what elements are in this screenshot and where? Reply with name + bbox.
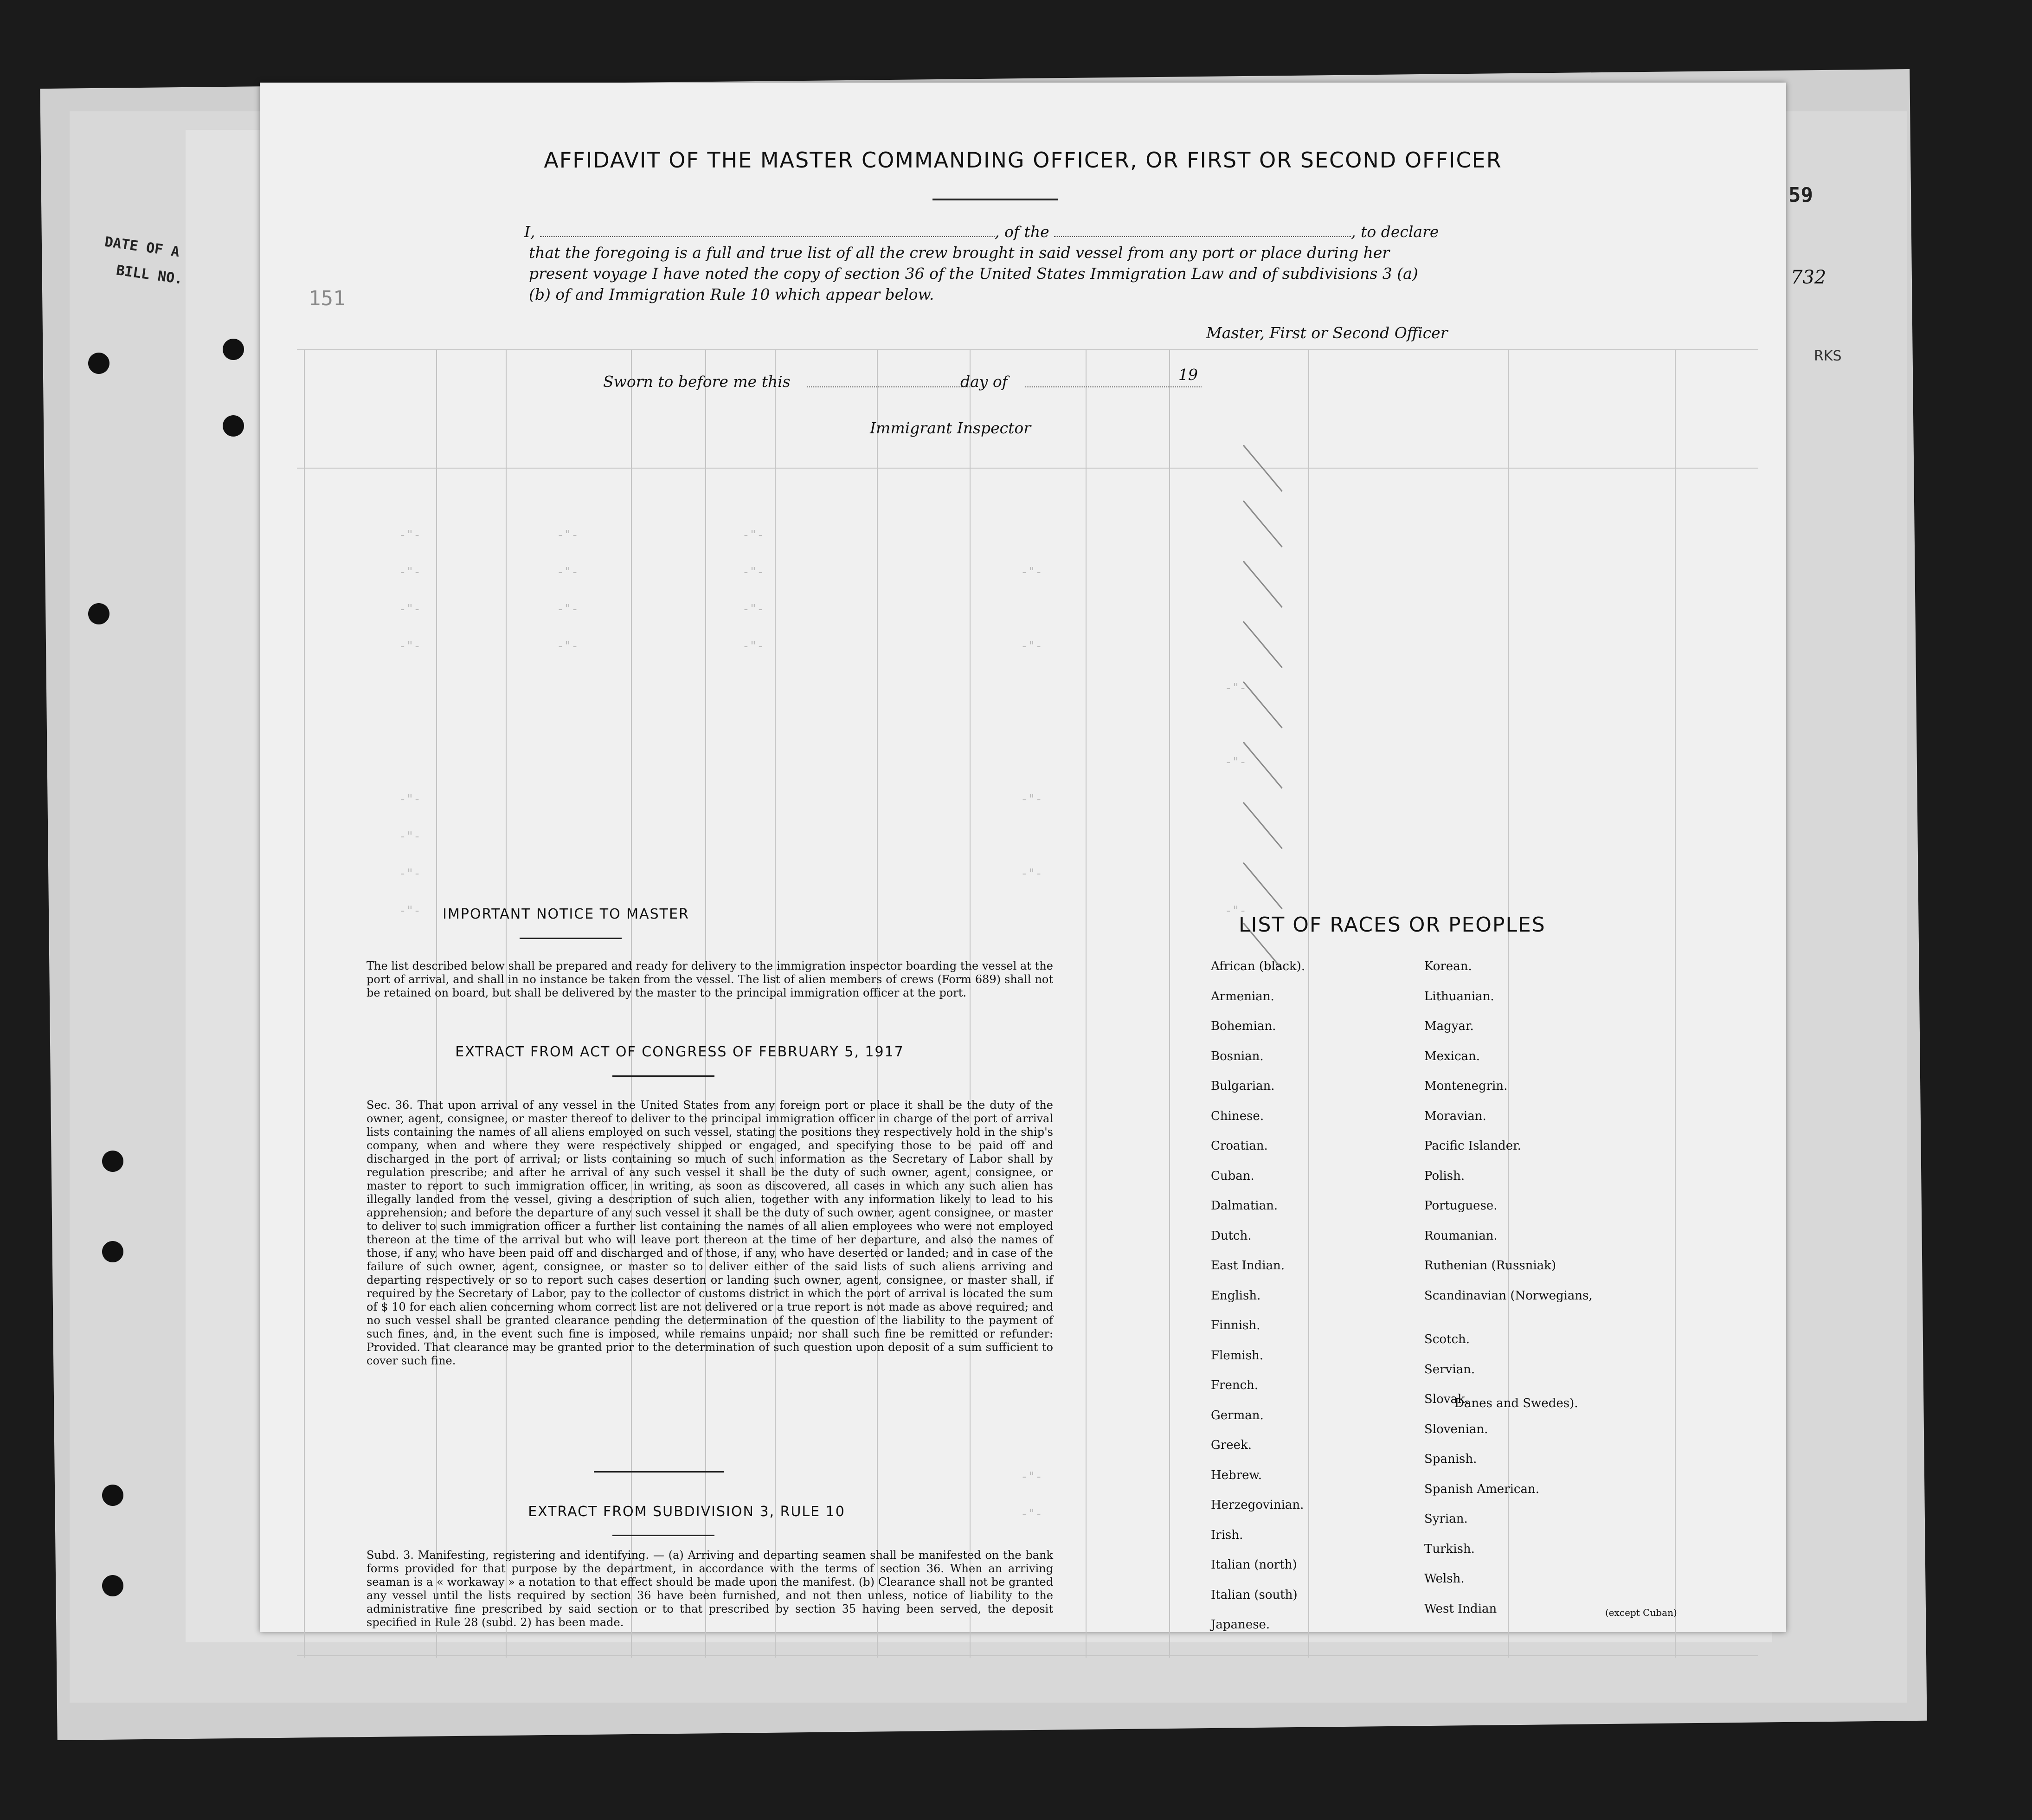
- race-item: Hebrew.: [1211, 1468, 1262, 1482]
- ghost-tick: [1243, 742, 1283, 789]
- race-item: Pacific Islander.: [1424, 1139, 1521, 1153]
- ghost-ditto: -"-: [742, 528, 764, 542]
- ghost-ditto: -"-: [1225, 904, 1247, 918]
- affidavit-i: I,: [524, 223, 535, 241]
- grid-line: [304, 349, 305, 1658]
- grid-line: [506, 349, 507, 1658]
- extract-act-title: EXTRACT FROM ACT OF CONGRESS OF FEBRUARY 5, 1917: [455, 1044, 904, 1060]
- ghost-ditto: -"-: [742, 602, 764, 616]
- grid-line: [297, 1655, 1758, 1656]
- ghost-ditto: -"-: [557, 565, 579, 579]
- ghost-ditto: -"-: [1021, 639, 1042, 653]
- race-item: Slovenian.: [1424, 1422, 1488, 1436]
- race-item: Ruthenian (Russniak): [1424, 1259, 1556, 1273]
- binder-hole: [102, 1575, 123, 1596]
- ghost-ditto: -"-: [557, 528, 579, 542]
- race-item: Bosnian.: [1211, 1049, 1264, 1063]
- grid-line: [1675, 349, 1676, 1658]
- margin-stamp-date: DATE OF A: [103, 233, 181, 261]
- year-label: 19: [1178, 366, 1198, 384]
- race-scandinavian-continued: Danes and Swedes).: [1454, 1396, 1578, 1410]
- grid-line: [705, 349, 706, 1658]
- ghost-ditto: -"-: [399, 792, 421, 806]
- race-item: Slovak.: [1424, 1392, 1469, 1406]
- ghost-ditto: -"-: [1021, 792, 1042, 806]
- race-item: Croatian.: [1211, 1139, 1268, 1153]
- ghost-ditto: -"-: [557, 602, 579, 616]
- notice-title: IMPORTANT NOTICE TO MASTER: [443, 906, 689, 922]
- ghost-ditto: -"-: [742, 639, 764, 653]
- ghost-ditto: -"-: [1021, 1507, 1042, 1521]
- race-item: Finnish.: [1211, 1318, 1260, 1332]
- master-signature-label: Master, First or Second Officer: [1206, 324, 1448, 342]
- notice-body: The list described below shall be prepared and ready for delivery to the immigration inspector boarding the vessel at the port of arrival, and shall in no instance be taken from the vessel. The list of alien members of crews (Form 689) shall not be retained on board, but shall be delivered by the master to the principal immigration officer at the port.: [367, 959, 1053, 999]
- race-item: German.: [1211, 1408, 1264, 1422]
- race-item: Moravian.: [1424, 1109, 1486, 1123]
- race-item: Magyar.: [1424, 1019, 1474, 1033]
- vessel-blank: [1054, 236, 1351, 237]
- race-item: Japanese.: [1211, 1618, 1270, 1632]
- race-item: Welsh.: [1424, 1572, 1465, 1586]
- ghost-tick: [1243, 862, 1283, 910]
- ghost-ditto: -"-: [399, 602, 421, 616]
- race-item: Portuguese.: [1424, 1199, 1498, 1213]
- grid-line: [1086, 349, 1087, 1658]
- race-item: French.: [1211, 1378, 1259, 1392]
- extract-rule-underline: [612, 1535, 714, 1536]
- extract-act-body: Sec. 36. That upon arrival of any vessel in the United States from any foreign port or place it shall be the duty of the owner, agent, consignee, or master thereof to deliver to the principal immigration officer in charge of the port of arrival lists containing the names of all aliens employed on such vessel, stating the positions they respectively hold in the ship's company, when and where they were respectively shipped or engaged, and specifying those to be paid off and discharged in the port of arrival; or lists containing so much of such information as the Secretary of Labor shall by regulation prescribe; and after he arrival of any such vessel it shall be the duty of such owner, agent, consignee, or master to report to such immigration officer, in writing, as soon as discovered, all cases in which any such alien has illegally landed from the vessel, giving a description of such alien, together with any information likely to lead to his apprehension; and before the departure of any such vessel it shall be the duty of such owner, agent consignee, or master to deliver to such immigration officer a further list containing the names of all alien employees who were not employed thereon at the time of the arrival but who will leave port thereon at the time of her departure, and also the names of those, if any, who have been paid off and discharged and of those, if any, who have deserted or landed; and in case of the failure of such owner, agent, consignee, or master so to deliver either of the said lists of such aliens arriving and departing respectively or so to report such cases desertion or landing such owner, agent, consignee, or master shall, if required by the Secretary of Labor, pay to the collector of customs district in which the port of arrival is located the sum of $ 10 for each alien concerning whom correct list are not delivered or a true report is not made as above required; and no such vessel shall be granted clearance pending the determination of the question of the liability to the payment of such fines, and, in the event such fine is imposed, while remains unpaid; nor shall such fine be remitted or refunder: Provided. That clearance may be granted prior to the determination of such question upon deposit of a sum sufficient to cover such fine.: [367, 1099, 1053, 1367]
- race-item: Scotch.: [1424, 1332, 1470, 1346]
- extract-rule-title: EXTRACT FROM SUBDIVISION 3, RULE 10: [528, 1504, 845, 1520]
- race-item: Chinese.: [1211, 1109, 1264, 1123]
- ghost-tick: [1243, 621, 1283, 669]
- sworn-day-blank: [807, 386, 970, 387]
- affidavit-line-2: that the foregoing is a full and true list of all the crew brought in said vessel from any port or place during her: [529, 244, 1390, 262]
- ghost-ditto: -"-: [399, 565, 421, 579]
- grid-line: [297, 349, 1758, 350]
- race-item: Polish.: [1424, 1169, 1465, 1183]
- race-item: Spanish.: [1424, 1452, 1477, 1466]
- remarks-header: RKS: [1814, 348, 1842, 364]
- grid-line: [970, 349, 971, 1658]
- ghost-ditto: -"-: [399, 867, 421, 881]
- grid-line: [775, 349, 776, 1658]
- west-indian-note: (except Cuban): [1605, 1607, 1677, 1618]
- name-blank: [540, 236, 995, 237]
- page-number: 59: [1788, 183, 1813, 207]
- grid-line: [436, 349, 437, 1658]
- race-item: West Indian: [1424, 1601, 1497, 1616]
- race-item: Mexican.: [1424, 1049, 1480, 1063]
- grid-line: [1308, 349, 1309, 1658]
- sworn-label: Sworn to before me this: [603, 373, 791, 391]
- race-item: Greek.: [1211, 1438, 1252, 1452]
- race-item: Bohemian.: [1211, 1019, 1276, 1033]
- ghost-tick: [1243, 501, 1283, 548]
- ghost-ditto: -"-: [1021, 565, 1042, 579]
- race-item: Servian.: [1424, 1362, 1475, 1376]
- month-blank: [1025, 386, 1202, 387]
- binder-hole: [223, 415, 244, 437]
- race-item: Bulgarian.: [1211, 1079, 1275, 1093]
- extract-rule-body: Subd. 3. Manifesting, registering and identifying. — (a) Arriving and departing seamen shall be manifested on the bank forms provided for that purpose by the department, in accordance with the terms of section 36. When an arriving seaman is a « workaway » a notation to that effect should be made upon the manifest. (b) Clearance shall not be granted any vessel until the lists required by section 36 have been furnished, and not then unless, notice of liability to the administrative fine prescribed by said section or to that prescribed by section 35 having been served, the deposit specified in Rule 28 (subd. 2) has been made.: [367, 1549, 1053, 1629]
- race-item: Italian (north): [1211, 1558, 1297, 1572]
- binder-hole: [88, 353, 109, 374]
- affidavit-sheet: [260, 83, 1786, 1632]
- ghost-ditto: -"-: [1225, 681, 1247, 695]
- binder-hole: [88, 603, 109, 624]
- ghost-ditto: -"-: [1021, 1470, 1042, 1484]
- ghost-ditto: -"-: [399, 830, 421, 843]
- binder-hole: [223, 339, 244, 360]
- ghost-ditto: -"-: [742, 565, 764, 579]
- inspector-label: Immigrant Inspector: [870, 419, 1031, 437]
- race-item: Flemish.: [1211, 1348, 1264, 1363]
- race-item: Dalmatian.: [1211, 1199, 1278, 1213]
- affidavit-line-4: (b) of and Immigration Rule 10 which appear below.: [529, 285, 934, 303]
- race-item: Scandinavian (Norwegians,: [1424, 1288, 1593, 1303]
- margin-stamp-bill: BILL NO.: [115, 262, 184, 288]
- binder-hole: [102, 1241, 123, 1262]
- race-item: Turkish.: [1424, 1542, 1475, 1556]
- race-item: Korean.: [1424, 959, 1472, 973]
- grid-line: [1508, 349, 1509, 1658]
- affidavit-title: AFFIDAVIT OF THE MASTER COMMANDING OFFICER, OR FIRST OR SECOND OFFICER: [544, 148, 1502, 173]
- race-item: English.: [1211, 1288, 1261, 1303]
- affidavit-line-1: [524, 222, 1758, 242]
- race-item: Spanish American.: [1424, 1482, 1540, 1496]
- ghost-tick: [1243, 682, 1283, 729]
- title-underline: [932, 199, 1058, 200]
- ghost-ditto: -"-: [399, 904, 421, 918]
- race-item: Herzegovinian.: [1211, 1498, 1304, 1512]
- grid-line: [877, 349, 878, 1658]
- ghost-sheet-number: 151: [309, 287, 346, 310]
- grid-line: [1169, 349, 1170, 1658]
- affidavit-to-declare: , to declare: [1351, 223, 1439, 241]
- race-item: Armenian.: [1211, 989, 1274, 1003]
- race-item: Syrian.: [1424, 1512, 1468, 1526]
- ghost-ditto: -"-: [399, 528, 421, 542]
- ghost-ditto: -"-: [1225, 755, 1247, 769]
- notice-underline: [520, 938, 622, 939]
- race-item: Cuban.: [1211, 1169, 1254, 1183]
- list-number: 732: [1791, 267, 1826, 288]
- ghost-ditto: -"-: [557, 639, 579, 653]
- race-item: East Indian.: [1211, 1259, 1285, 1273]
- race-item: Dutch.: [1211, 1228, 1252, 1243]
- ghost-tick: [1243, 561, 1283, 608]
- day-of-label: day of: [960, 373, 1008, 391]
- race-item: African (black).: [1211, 959, 1305, 973]
- race-item: Roumanian.: [1424, 1228, 1498, 1243]
- race-item: Lithuanian.: [1424, 989, 1494, 1003]
- ghost-tick: [1243, 802, 1283, 849]
- race-item: Italian (south): [1211, 1588, 1298, 1602]
- affidavit-of-the: , of the: [995, 223, 1049, 241]
- binder-hole: [102, 1151, 123, 1172]
- grid-line: [297, 468, 1758, 469]
- race-item: Irish.: [1211, 1528, 1243, 1542]
- ghost-ditto: -"-: [1021, 867, 1042, 881]
- races-title: LIST OF RACES OR PEOPLES: [1239, 913, 1546, 937]
- ghost-ditto: -"-: [399, 639, 421, 653]
- extract-act-underline: [612, 1075, 714, 1077]
- grid-line: [631, 349, 632, 1658]
- binder-hole: [102, 1485, 123, 1506]
- race-item: Montenegrin.: [1424, 1079, 1508, 1093]
- affidavit-line-3: present voyage I have noted the copy of section 36 of the United States Immigration Law and of subdivisions 3 (a): [529, 264, 1418, 283]
- extract-act-end-rule: [594, 1471, 724, 1473]
